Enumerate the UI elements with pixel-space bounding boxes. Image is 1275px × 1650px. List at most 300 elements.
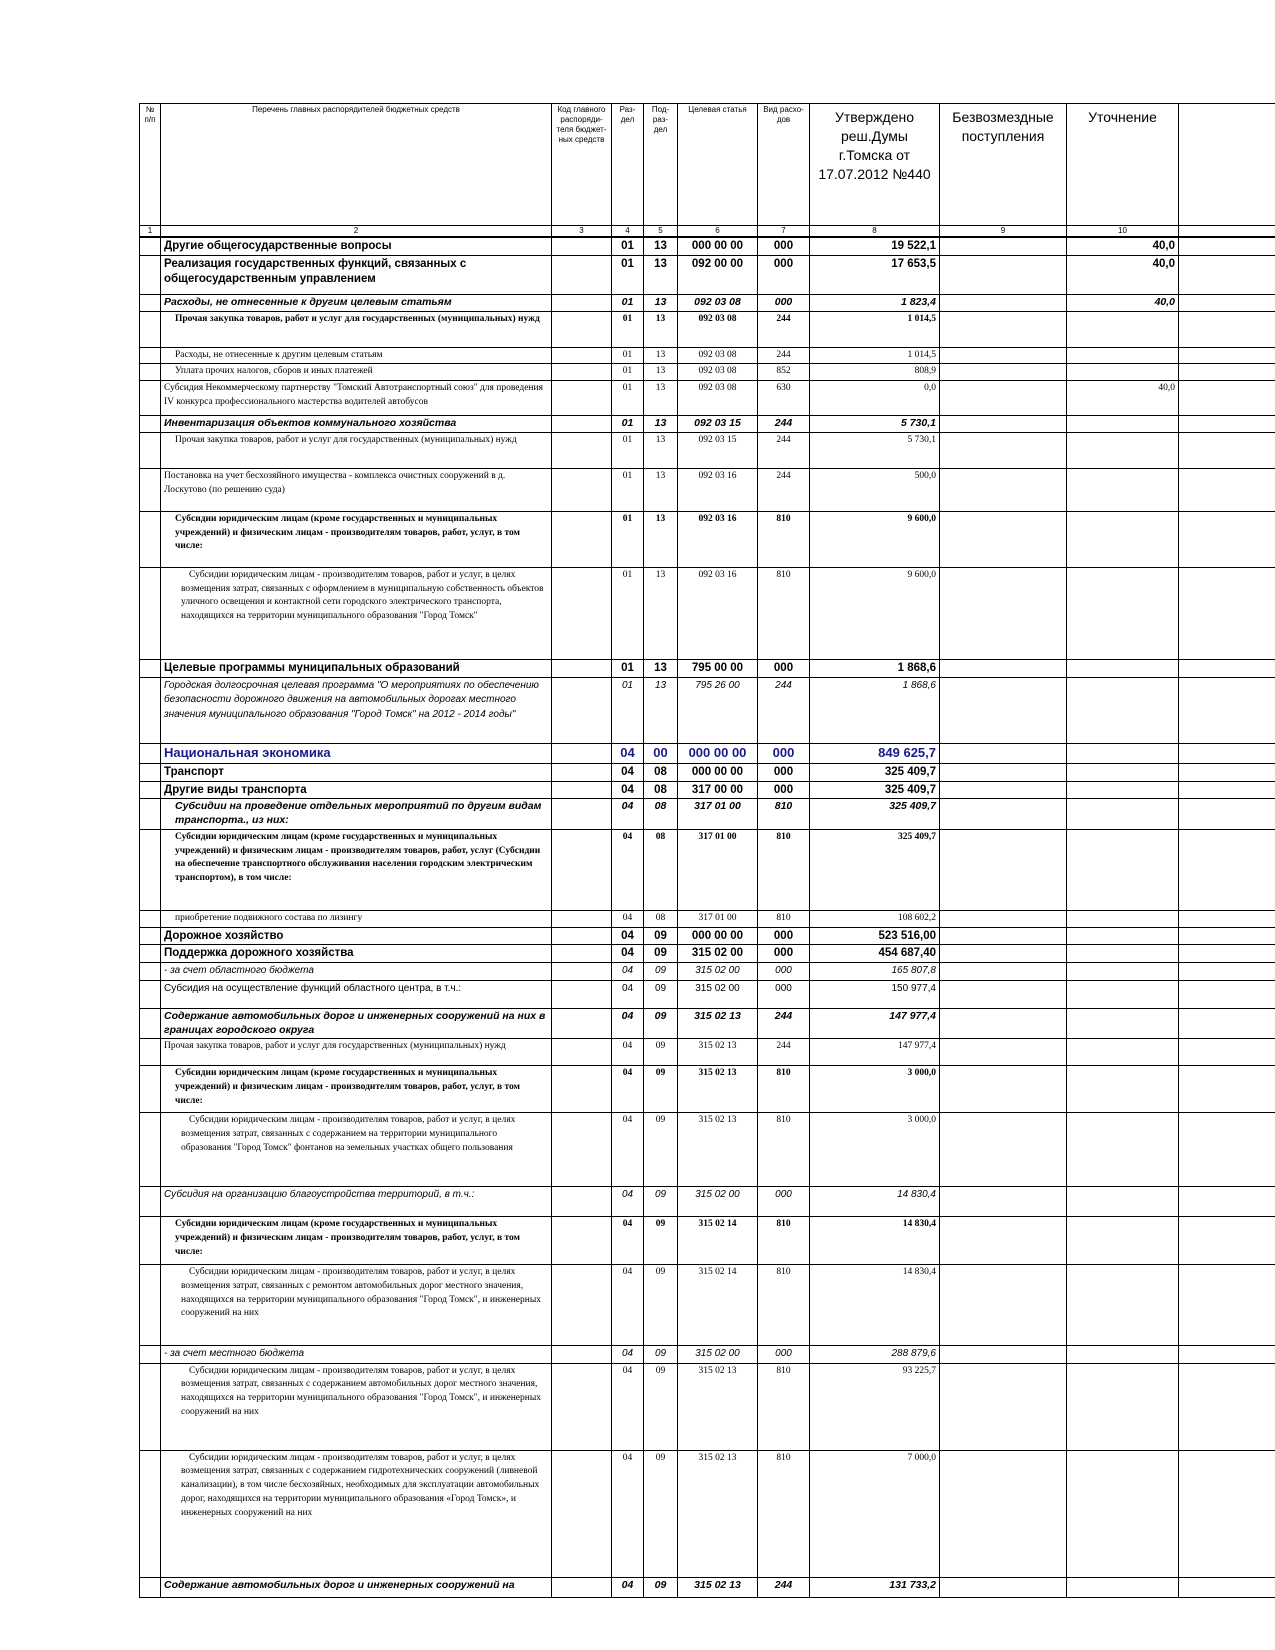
row-celevaya: 315 02 13	[678, 1008, 758, 1038]
row-extra	[1179, 677, 1275, 743]
row-approved: 1 868,6	[810, 677, 940, 743]
row-name: Прочая закупка товаров, работ и услуг для государственных (муниципальных) нужд	[161, 1039, 552, 1066]
row-free	[940, 763, 1067, 781]
row-razdel: 04	[612, 1066, 644, 1113]
row-free	[940, 1450, 1067, 1577]
table-row	[140, 1187, 1275, 1217]
row-razdel: 01	[612, 468, 644, 511]
row-name: Дорожное хозяйство	[161, 927, 552, 945]
row-clarify	[1067, 743, 1179, 763]
col-header-approved: Утверждено реш.Думы г.Томска от 17.07.2012 №440	[810, 104, 940, 226]
row-vid: 000	[758, 927, 810, 945]
row-kod	[552, 799, 612, 829]
row-podrazdel: 09	[644, 980, 678, 1008]
row-number	[140, 567, 161, 659]
row-name: Субсидии юридическим лицам (кроме государственных и муниципальных учреждений) и физическим лицам - производителям товаров, работ, услуг, в том числе:	[161, 1066, 552, 1113]
row-celevaya: 000 00 00	[678, 927, 758, 945]
row-razdel: 04	[612, 781, 644, 799]
table-row	[140, 255, 1275, 294]
row-vid: 000	[758, 763, 810, 781]
row-number	[140, 1450, 161, 1577]
row-kod	[552, 1217, 612, 1265]
row-razdel: 04	[612, 945, 644, 963]
row-podrazdel: 13	[644, 511, 678, 567]
row-clarify	[1067, 910, 1179, 927]
row-razdel: 01	[612, 364, 644, 381]
row-razdel: 04	[612, 1450, 644, 1577]
row-razdel: 01	[612, 416, 644, 433]
row-name: Субсидии юридическим лицам - производителям товаров, работ и услуг, в целях возмещения затрат, связанных с содержанием автомобильных дорог местного значения, находящихся на территории муниципального образования "Город Томск", и инженерных сооружений на них	[161, 1363, 552, 1450]
row-celevaya: 092 03 08	[678, 381, 758, 416]
row-number	[140, 381, 161, 416]
row-free	[940, 659, 1067, 677]
row-razdel: 04	[612, 1008, 644, 1038]
row-approved: 454 687,40	[810, 945, 940, 963]
row-extra	[1179, 567, 1275, 659]
row-extra	[1179, 1039, 1275, 1066]
row-clarify	[1067, 945, 1179, 963]
row-free	[940, 1187, 1067, 1217]
row-number	[140, 347, 161, 364]
row-free	[940, 781, 1067, 799]
table-row	[140, 567, 1275, 659]
row-razdel: 04	[612, 1187, 644, 1217]
table-row	[140, 1450, 1275, 1577]
row-podrazdel: 09	[644, 1577, 678, 1597]
row-free	[940, 1265, 1067, 1346]
row-name: Расходы, не отнесенные к другим целевым статьям	[161, 347, 552, 364]
row-name: Субсидия на организацию благоустройства территорий, в т.ч.:	[161, 1187, 552, 1217]
row-approved: 108 602,2	[810, 910, 940, 927]
row-free	[940, 364, 1067, 381]
table-row	[140, 781, 1275, 799]
row-vid: 630	[758, 381, 810, 416]
row-clarify	[1067, 1265, 1179, 1346]
row-kod	[552, 432, 612, 468]
row-razdel: 01	[612, 677, 644, 743]
col-number: 6	[678, 226, 758, 238]
table-row	[140, 1577, 1275, 1597]
row-approved: 17 653,5	[810, 255, 940, 294]
row-free	[940, 294, 1067, 311]
row-kod	[552, 567, 612, 659]
row-razdel: 04	[612, 1363, 644, 1450]
row-celevaya: 000 00 00	[678, 763, 758, 781]
row-number	[140, 1187, 161, 1217]
table-row	[140, 927, 1275, 945]
row-name: Субсидии юридическим лицам (кроме государственных и муниципальных учреждений) и физическим лицам - производителям товаров, работ, услуг (Субсидии на обеспечение транспортного обслуживания населения городским электрическим транспортом), в том числе:	[161, 829, 552, 910]
row-name: Расходы, не отнесенные к другим целевым статьям	[161, 294, 552, 311]
row-podrazdel: 09	[644, 1008, 678, 1038]
row-approved: 849 625,7	[810, 743, 940, 763]
row-clarify	[1067, 1577, 1179, 1597]
row-number	[140, 743, 161, 763]
row-kod	[552, 781, 612, 799]
row-name: Поддержка дорожного хозяйства	[161, 945, 552, 963]
row-celevaya: 317 01 00	[678, 910, 758, 927]
row-clarify: 40,0	[1067, 237, 1179, 255]
table-row	[140, 1346, 1275, 1364]
row-extra	[1179, 945, 1275, 963]
table-row	[140, 763, 1275, 781]
row-clarify	[1067, 799, 1179, 829]
table-body	[140, 237, 1275, 1597]
row-vid: 810	[758, 1265, 810, 1346]
col-header-podrazdel: Под-раз-дел	[644, 104, 678, 226]
row-kod	[552, 1008, 612, 1038]
col-number: 1	[140, 226, 161, 238]
row-razdel: 04	[612, 980, 644, 1008]
row-extra	[1179, 1577, 1275, 1597]
row-extra	[1179, 927, 1275, 945]
row-number	[140, 781, 161, 799]
col-header-no: № п/п	[140, 104, 161, 226]
row-clarify	[1067, 1039, 1179, 1066]
row-free	[940, 980, 1067, 1008]
row-free	[940, 829, 1067, 910]
row-razdel: 04	[612, 829, 644, 910]
row-name: Транспорт	[161, 763, 552, 781]
row-podrazdel: 13	[644, 416, 678, 433]
row-kod	[552, 763, 612, 781]
table-row	[140, 963, 1275, 981]
col-header-celevaya: Целевая статья	[678, 104, 758, 226]
row-clarify	[1067, 677, 1179, 743]
row-extra	[1179, 1187, 1275, 1217]
row-approved: 131 733,2	[810, 1577, 940, 1597]
col-header-kod: Код главного распоряди-теля бюджет-ных средств	[552, 104, 612, 226]
table-row	[140, 743, 1275, 763]
row-approved: 7 000,0	[810, 1450, 940, 1577]
row-name: Субсидии юридическим лицам - производителям товаров, работ и услуг, в целях возмещения затрат, связанных с содержанием гидротехнических сооружений (ливневой канализации), в том числе бесхозяйных, необходимых для эксплуатации автомобильных дорог, находящихся на территории муниципального образования «Город Томск», и инженерных сооружений на них	[161, 1450, 552, 1577]
row-vid: 244	[758, 1008, 810, 1038]
row-number	[140, 1113, 161, 1187]
row-free	[940, 1008, 1067, 1038]
row-podrazdel: 13	[644, 255, 678, 294]
row-kod	[552, 1363, 612, 1450]
table-header-row	[140, 104, 1275, 226]
row-vid: 244	[758, 677, 810, 743]
row-name: Субсидия Некоммерческому партнерству "Томский Автотранспортный союз" для проведения IV конкурса профессионального мастерства водителей автобусов	[161, 381, 552, 416]
row-clarify	[1067, 1363, 1179, 1450]
table-row	[140, 237, 1275, 255]
row-approved: 1 823,4	[810, 294, 940, 311]
row-celevaya: 315 02 14	[678, 1265, 758, 1346]
row-extra	[1179, 311, 1275, 347]
row-extra	[1179, 294, 1275, 311]
row-number	[140, 364, 161, 381]
row-free	[940, 567, 1067, 659]
row-approved: 147 977,4	[810, 1039, 940, 1066]
row-vid: 000	[758, 743, 810, 763]
row-approved: 0,0	[810, 381, 940, 416]
row-approved: 523 516,00	[810, 927, 940, 945]
row-razdel: 01	[612, 255, 644, 294]
row-name: - за счет местного бюджета	[161, 1346, 552, 1364]
row-podrazdel: 13	[644, 311, 678, 347]
row-clarify	[1067, 468, 1179, 511]
row-celevaya: 315 02 13	[678, 1363, 758, 1450]
row-free	[940, 511, 1067, 567]
row-vid: 000	[758, 1187, 810, 1217]
row-podrazdel: 13	[644, 294, 678, 311]
row-vid: 810	[758, 799, 810, 829]
row-vid: 000	[758, 1346, 810, 1364]
row-approved: 147 977,4	[810, 1008, 940, 1038]
row-name: Постановка на учет бесхозяйного имущества - комплекса очистных сооружений в д. Лоскутово (по решению суда)	[161, 468, 552, 511]
row-podrazdel: 13	[644, 381, 678, 416]
row-podrazdel: 08	[644, 799, 678, 829]
table-row	[140, 945, 1275, 963]
row-vid: 810	[758, 511, 810, 567]
row-approved: 325 409,7	[810, 781, 940, 799]
row-name: Субсидии юридическим лицам - производителям товаров, работ и услуг, в целях возмещения затрат, связанных с оформлением в муниципальную собственность объектов уличного освещения и контактной сети городского электрического транспорта, находящихся на территории муниципального образования "Город Томск"	[161, 567, 552, 659]
row-extra	[1179, 255, 1275, 294]
row-clarify	[1067, 1113, 1179, 1187]
row-podrazdel: 08	[644, 910, 678, 927]
row-celevaya: 092 03 15	[678, 416, 758, 433]
row-number	[140, 980, 161, 1008]
row-extra	[1179, 799, 1275, 829]
row-number	[140, 255, 161, 294]
row-extra	[1179, 781, 1275, 799]
row-vid: 810	[758, 829, 810, 910]
row-razdel: 01	[612, 311, 644, 347]
row-vid: 810	[758, 1066, 810, 1113]
row-clarify	[1067, 1008, 1179, 1038]
row-extra	[1179, 743, 1275, 763]
row-celevaya: 092 03 08	[678, 311, 758, 347]
row-free	[940, 468, 1067, 511]
row-celevaya: 092 03 15	[678, 432, 758, 468]
row-name: Реализация государственных функций, связанных с общегосударственным управлением	[161, 255, 552, 294]
row-vid: 244	[758, 1577, 810, 1597]
row-kod	[552, 829, 612, 910]
row-free	[940, 1577, 1067, 1597]
row-celevaya: 000 00 00	[678, 237, 758, 255]
row-podrazdel: 09	[644, 963, 678, 981]
row-podrazdel: 09	[644, 1363, 678, 1450]
row-free	[940, 945, 1067, 963]
row-approved: 1 014,5	[810, 311, 940, 347]
row-name: Национальная экономика	[161, 743, 552, 763]
row-clarify	[1067, 829, 1179, 910]
row-extra	[1179, 468, 1275, 511]
row-approved: 5 730,1	[810, 416, 940, 433]
row-clarify	[1067, 1066, 1179, 1113]
row-extra	[1179, 432, 1275, 468]
table-row	[140, 364, 1275, 381]
table-row	[140, 294, 1275, 311]
row-celevaya: 315 02 13	[678, 1039, 758, 1066]
table-row	[140, 1039, 1275, 1066]
row-free	[940, 743, 1067, 763]
row-kod	[552, 1113, 612, 1187]
budget-table	[139, 103, 1275, 1598]
row-kod	[552, 311, 612, 347]
row-free	[940, 1346, 1067, 1364]
row-celevaya: 795 00 00	[678, 659, 758, 677]
row-number	[140, 799, 161, 829]
col-number: 9	[940, 226, 1067, 238]
table-row	[140, 511, 1275, 567]
row-extra	[1179, 910, 1275, 927]
row-podrazdel: 13	[644, 468, 678, 511]
row-free	[940, 237, 1067, 255]
table-row	[140, 799, 1275, 829]
row-approved: 150 977,4	[810, 980, 940, 1008]
row-kod	[552, 659, 612, 677]
row-podrazdel: 09	[644, 1450, 678, 1577]
row-podrazdel: 09	[644, 1187, 678, 1217]
col-header-vid: Вид расхо-дов	[758, 104, 810, 226]
row-podrazdel: 08	[644, 763, 678, 781]
row-vid: 810	[758, 1113, 810, 1187]
col-header-razdel: Раз-дел	[612, 104, 644, 226]
row-vid: 852	[758, 364, 810, 381]
row-clarify: 40,0	[1067, 381, 1179, 416]
row-number	[140, 1217, 161, 1265]
row-free	[940, 255, 1067, 294]
row-podrazdel: 09	[644, 927, 678, 945]
row-extra	[1179, 1363, 1275, 1450]
row-free	[940, 347, 1067, 364]
row-free	[940, 1066, 1067, 1113]
row-extra	[1179, 347, 1275, 364]
row-free	[940, 1217, 1067, 1265]
col-number: 2	[161, 226, 552, 238]
row-vid: 000	[758, 659, 810, 677]
row-approved: 14 830,4	[810, 1265, 940, 1346]
row-clarify	[1067, 1217, 1179, 1265]
row-name: Субсидии юридическим лицам - производителям товаров, работ и услуг, в целях возмещения затрат, связанных с содержанием на территории муниципального образования "Город Томск" фонтанов на земельных участках общего пользования	[161, 1113, 552, 1187]
row-celevaya: 315 02 13	[678, 1450, 758, 1577]
row-kod	[552, 1346, 612, 1364]
row-clarify	[1067, 781, 1179, 799]
row-vid: 244	[758, 416, 810, 433]
row-number	[140, 945, 161, 963]
row-razdel: 04	[612, 1265, 644, 1346]
row-celevaya: 315 02 00	[678, 980, 758, 1008]
row-kod	[552, 1066, 612, 1113]
row-vid: 810	[758, 567, 810, 659]
table-row	[140, 468, 1275, 511]
row-kod	[552, 237, 612, 255]
row-free	[940, 963, 1067, 981]
row-extra	[1179, 963, 1275, 981]
row-name: Субсидии юридическим лицам - производителям товаров, работ и услуг, в целях возмещения затрат, связанных с ремонтом автомобильных дорог местного значения, находящихся на территории муниципального образования "Город Томск", и инженерных сооружений на них	[161, 1265, 552, 1346]
row-extra	[1179, 659, 1275, 677]
row-razdel: 01	[612, 432, 644, 468]
row-extra	[1179, 1265, 1275, 1346]
row-kod	[552, 945, 612, 963]
row-celevaya: 317 01 00	[678, 829, 758, 910]
row-extra	[1179, 416, 1275, 433]
row-extra	[1179, 1008, 1275, 1038]
row-number	[140, 432, 161, 468]
row-approved: 325 409,7	[810, 829, 940, 910]
row-kod	[552, 416, 612, 433]
row-razdel: 04	[612, 1577, 644, 1597]
row-podrazdel: 13	[644, 364, 678, 381]
row-clarify	[1067, 416, 1179, 433]
row-number	[140, 311, 161, 347]
row-number	[140, 1265, 161, 1346]
budget-sheet	[139, 103, 1275, 1598]
row-celevaya: 092 03 16	[678, 567, 758, 659]
row-approved: 500,0	[810, 468, 940, 511]
row-kod	[552, 364, 612, 381]
row-clarify	[1067, 1450, 1179, 1577]
row-podrazdel: 13	[644, 567, 678, 659]
row-vid: 244	[758, 432, 810, 468]
table-row	[140, 1363, 1275, 1450]
col-header-name: Перечень главных распорядителей бюджетных средств	[161, 104, 552, 226]
row-razdel: 04	[612, 927, 644, 945]
row-podrazdel: 13	[644, 347, 678, 364]
row-name: Содержание автомобильных дорог и инженерных сооружений на	[161, 1577, 552, 1597]
row-name: Целевые программы муниципальных образований	[161, 659, 552, 677]
table-row	[140, 677, 1275, 743]
row-vid: 000	[758, 963, 810, 981]
row-free	[940, 432, 1067, 468]
col-number: 10	[1067, 226, 1179, 238]
row-name: Другие виды транспорта	[161, 781, 552, 799]
row-kod	[552, 347, 612, 364]
row-celevaya: 315 02 00	[678, 1346, 758, 1364]
row-approved: 19 522,1	[810, 237, 940, 255]
row-celevaya: 000 00 00	[678, 743, 758, 763]
row-vid: 000	[758, 294, 810, 311]
row-extra	[1179, 763, 1275, 781]
row-razdel: 04	[612, 763, 644, 781]
row-number	[140, 237, 161, 255]
row-kod	[552, 294, 612, 311]
row-podrazdel: 09	[644, 1066, 678, 1113]
table-row	[140, 1008, 1275, 1038]
row-kod	[552, 1577, 612, 1597]
row-celevaya: 315 02 13	[678, 1113, 758, 1187]
row-razdel: 01	[612, 347, 644, 364]
row-number	[140, 677, 161, 743]
row-razdel: 04	[612, 1039, 644, 1066]
row-number	[140, 294, 161, 311]
row-number	[140, 511, 161, 567]
row-vid: 000	[758, 237, 810, 255]
row-approved: 5 730,1	[810, 432, 940, 468]
row-razdel: 04	[612, 799, 644, 829]
row-kod	[552, 1187, 612, 1217]
row-podrazdel: 13	[644, 237, 678, 255]
row-number	[140, 1039, 161, 1066]
row-clarify: 40,0	[1067, 294, 1179, 311]
row-kod	[552, 980, 612, 1008]
row-extra	[1179, 980, 1275, 1008]
row-razdel: 01	[612, 567, 644, 659]
row-clarify	[1067, 1187, 1179, 1217]
row-kod	[552, 511, 612, 567]
row-celevaya: 317 00 00	[678, 781, 758, 799]
row-approved: 93 225,7	[810, 1363, 940, 1450]
row-name: Субсидия на осуществление функций областного центра, в т.ч.:	[161, 980, 552, 1008]
table-row	[140, 347, 1275, 364]
row-approved: 1 868,6	[810, 659, 940, 677]
table-row	[140, 1113, 1275, 1187]
col-number: 4	[612, 226, 644, 238]
table-row	[140, 416, 1275, 433]
row-celevaya: 315 02 00	[678, 945, 758, 963]
row-kod	[552, 1039, 612, 1066]
